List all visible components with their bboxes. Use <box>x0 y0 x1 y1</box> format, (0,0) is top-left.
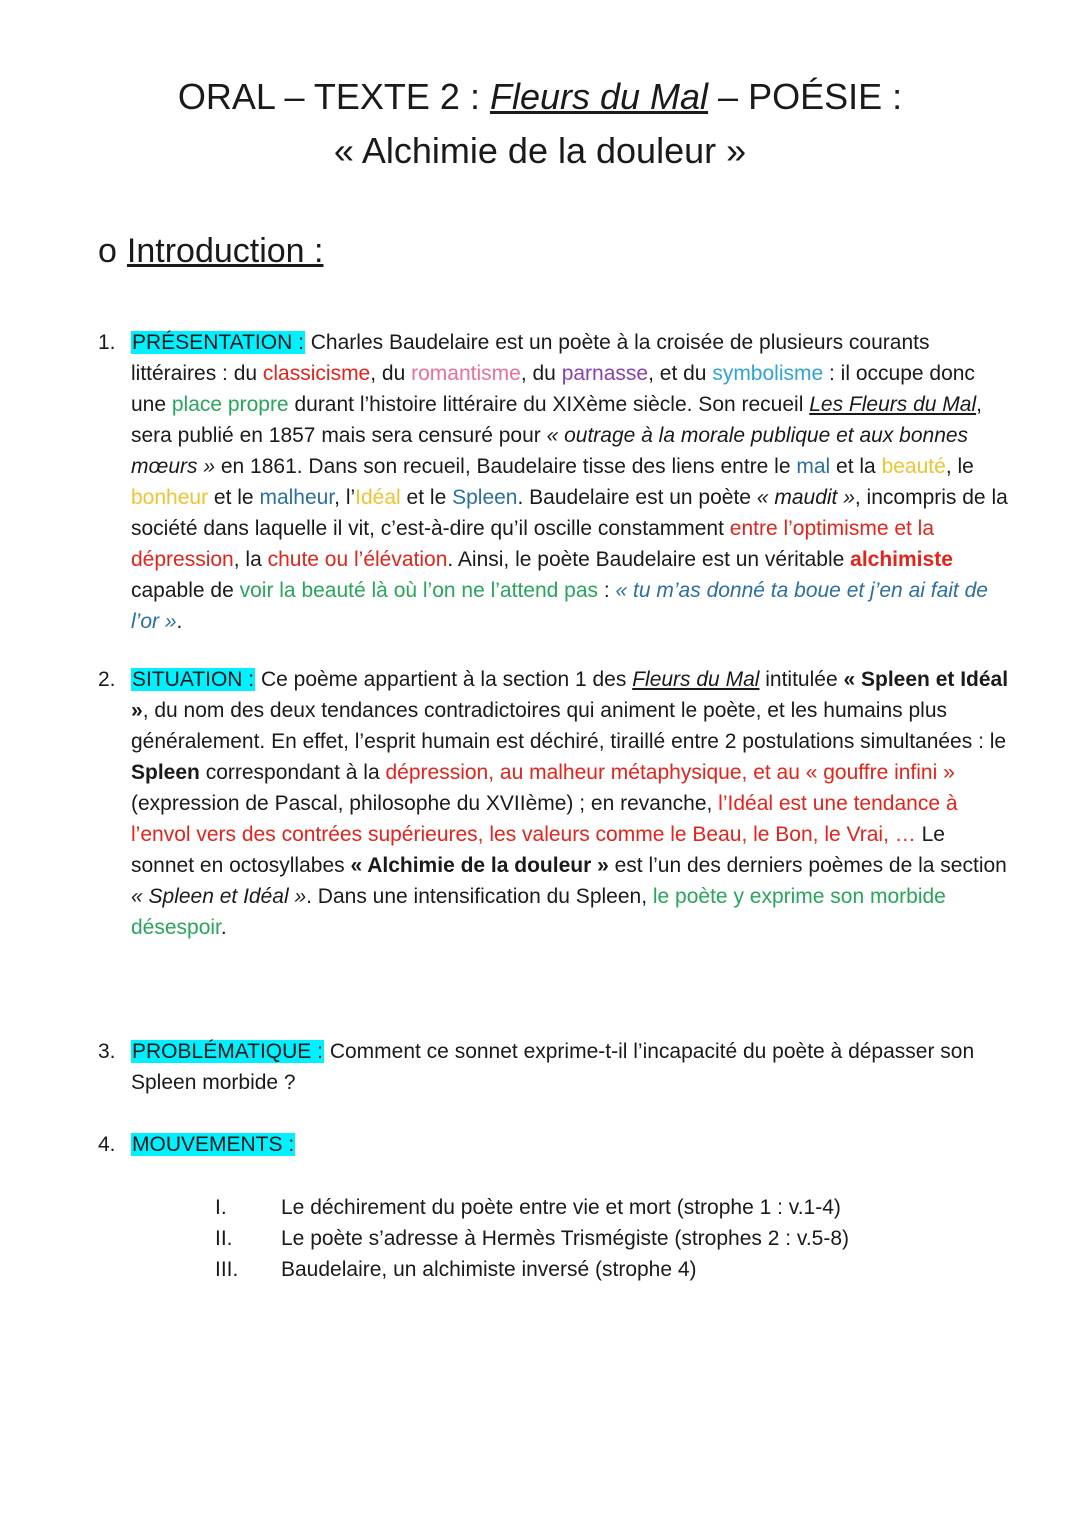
page-title <box>0 70 1080 178</box>
intro-heading-text: Introduction : <box>126 232 324 270</box>
problematique-section <box>98 1036 1013 1098</box>
problematique-label: PROBLÉMATIQUE : <box>132 1040 323 1063</box>
item-number: 4. <box>98 1133 116 1156</box>
title-line-2: « Alchimie de la douleur » <box>333 130 747 171</box>
list-item: III. Baudelaire, un alchimiste inversé (strophe 4) <box>215 1258 697 1281</box>
title-line-1: ORAL – TEXTE 2 : Fleurs du Mal – POÉSIE : <box>177 76 903 117</box>
presentation-paragraph: PRÉSENTATION : Charles Baudelaire est un poète à la croisée de plusieurs courants littéraires : du classicisme, du romantisme, du parnasse, et du symbolisme : il occupe donc une place propre durant l’histoire littéraire du XIXème siècle. Son recueil Les Fleurs du Mal, sera publié en 1857 mais sera censuré pour « outrage à la morale publique et aux bonnes mœurs » en 1861. Dans son recueil, Baudelaire tisse des liens entre le mal et la beauté, le bonheur et le malheur, l’Idéal et le Spleen. Baudelaire est un poète « maudit », incompris de la société dans laquelle il vit, c’est-à-dire qu’il oscille constamment entre l’optimisme et la dépression, la chute ou l’élévation. Ainsi, le poète Baudelaire est un véritable alchimiste capable de voir la beauté là où l’on ne l’attend pas : « tu m’as donné ta boue et j’en ai fait de l’or ». <box>131 331 1008 633</box>
situation-section <box>98 664 1013 943</box>
presentation-section <box>98 327 1013 637</box>
mouvements-heading <box>131 1129 1013 1160</box>
item-number: 1. <box>98 331 116 354</box>
intro-heading <box>98 228 323 274</box>
presentation-label: PRÉSENTATION : <box>132 331 304 354</box>
situation-paragraph: SITUATION : Ce poème appartient à la section 1 des Fleurs du Mal intitulée « Spleen et Idéal », du nom des deux tendances contradictoires qui animent le poète, et les humains plus généralement. En effet, l’esprit humain est déchiré, tiraillé entre 2 postulations simultanées : le Spleen correspondant à la dépression, au malheur métaphysique, et au « gouffre infini » (expression de Pascal, philosophe du XVIIème) ; en revanche, l’Idéal est une tendance à l’envol vers des contrées supérieures, les valeurs comme le Beau, le Bon, le Vrai, … Le sonnet en octosyllabes « Alchimie de la douleur » est l’un des derniers poèmes de la section « Spleen et Idéal ». Dans une intensification du Spleen, le poète y exprime son morbide désespoir. <box>131 668 1009 939</box>
mouvements-section <box>98 1129 1013 1160</box>
situation-label: SITUATION : <box>132 668 255 691</box>
list-item: I. Le déchirement du poète entre vie et mort (strophe 1 : v.1-4) <box>215 1196 841 1219</box>
item-number: 2. <box>98 668 116 691</box>
problematique-paragraph: PROBLÉMATIQUE : Comment ce sonnet exprime-t-il l’incapacité du poète à dépasser son Spleen morbide ? <box>131 1040 975 1094</box>
circle-bullet-icon: o <box>98 232 117 270</box>
item-number: 3. <box>98 1040 116 1063</box>
title-work: Fleurs du Mal <box>489 76 709 117</box>
mouvements-label: MOUVEMENTS : <box>132 1133 295 1156</box>
movements-list <box>215 1192 849 1285</box>
list-item: II. Le poète s’adresse à Hermès Trismégiste (strophes 2 : v.5-8) <box>215 1227 850 1250</box>
